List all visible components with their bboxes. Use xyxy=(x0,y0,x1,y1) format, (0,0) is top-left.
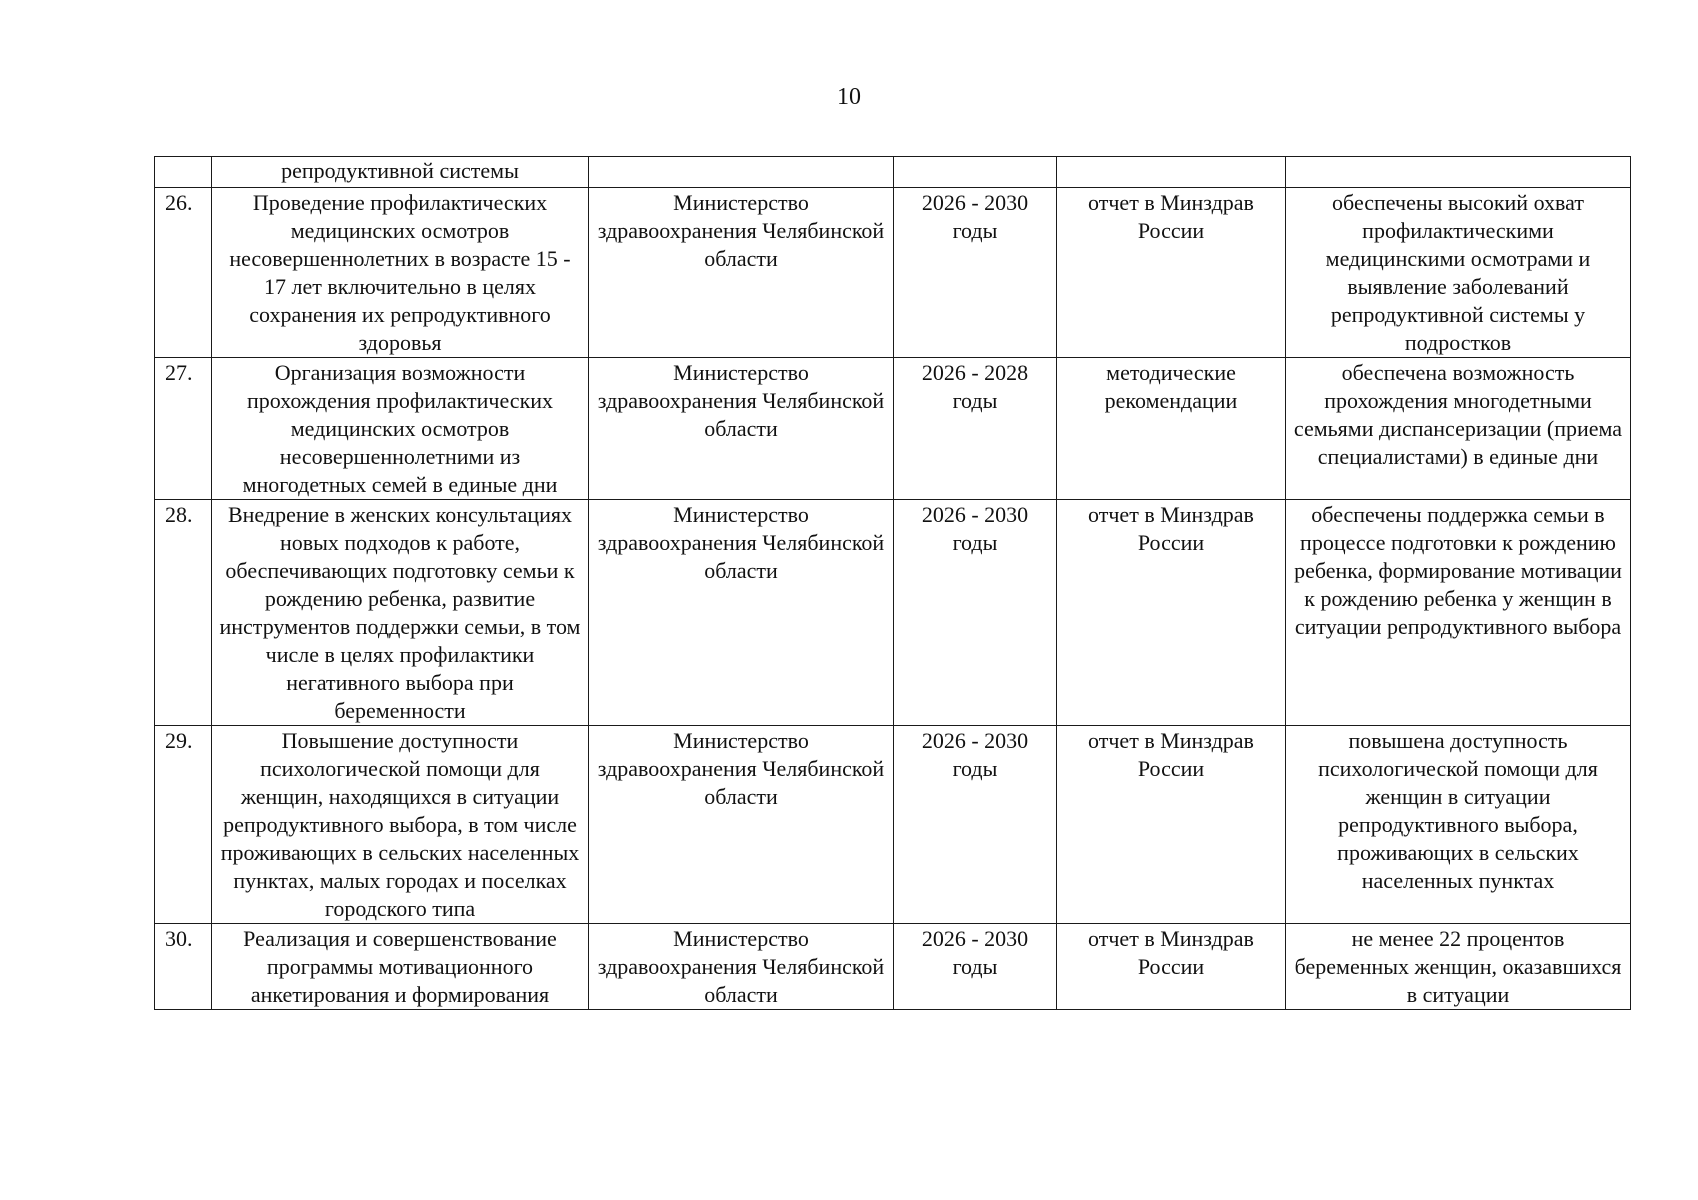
measures-table xyxy=(154,156,1631,1010)
period-cell: 2026 - 2030 годы xyxy=(894,500,1057,726)
activity-cell: Организация возможности прохождения профилактических медицинских осмотров несовершеннолетними из многодетных семей в единые дни xyxy=(212,358,589,500)
row-number: 30. xyxy=(155,924,212,1010)
completion-form-cell: отчет в Минздрав России xyxy=(1057,924,1286,1010)
row-number: 26. xyxy=(155,188,212,358)
table-row xyxy=(155,358,1631,500)
row-number: 28. xyxy=(155,500,212,726)
table-row-continuation xyxy=(155,157,1631,188)
completion-form-cell: отчет в Минздрав России xyxy=(1057,188,1286,358)
period-cell xyxy=(894,157,1057,188)
table-row xyxy=(155,188,1631,358)
page-number: 10 xyxy=(837,84,861,110)
completion-form-cell: отчет в Минздрав России xyxy=(1057,500,1286,726)
completion-form-cell: отчет в Минздрав России xyxy=(1057,726,1286,924)
result-cell: не менее 22 процентов беременных женщин, оказавшихся в ситуации xyxy=(1286,924,1631,1010)
row-number: 27. xyxy=(155,358,212,500)
period-cell: 2026 - 2030 годы xyxy=(894,726,1057,924)
activity-cell: Внедрение в женских консультациях новых подходов к работе, обеспечивающих подготовку семьи к рождению ребенка, развитие инструментов поддержки семьи, в том числе в целях профилактики негативного выбора при беременности xyxy=(212,500,589,726)
completion-form-cell xyxy=(1057,157,1286,188)
table-row xyxy=(155,924,1631,1010)
activity-cell: репродуктивной системы xyxy=(212,157,589,188)
row-number xyxy=(155,157,212,188)
result-cell: обеспечена возможность прохождения многодетными семьями диспансеризации (приема специалистами) в единые дни xyxy=(1286,358,1631,500)
result-cell: повышена доступность психологической помощи для женщин в ситуации репродуктивного выбора, проживающих в сельских населенных пунктах xyxy=(1286,726,1631,924)
table-row xyxy=(155,500,1631,726)
responsible-cell: Министерство здравоохранения Челябинской области xyxy=(589,500,894,726)
activity-cell: Проведение профилактических медицинских осмотров несовершеннолетних в возрасте 15 - 17 лет включительно в целях сохранения их репродуктивного здоровья xyxy=(212,188,589,358)
responsible-cell: Министерство здравоохранения Челябинской области xyxy=(589,188,894,358)
result-cell xyxy=(1286,157,1631,188)
result-cell: обеспечены высокий охват профилактическими медицинскими осмотрами и выявление заболеваний репродуктивной системы у подростков xyxy=(1286,188,1631,358)
period-cell: 2026 - 2028 годы xyxy=(894,358,1057,500)
completion-form-cell: методические рекомендации xyxy=(1057,358,1286,500)
activity-cell: Повышение доступности психологической помощи для женщин, находящихся в ситуации репродуктивного выбора, в том числе проживающих в сельских населенных пунктах, малых городах и поселках городского типа xyxy=(212,726,589,924)
result-cell: обеспечены поддержка семьи в процессе подготовки к рождению ребенка, формирование мотивации к рождению ребенка у женщин в ситуации репродуктивного выбора xyxy=(1286,500,1631,726)
activity-cell: Реализация и совершенствование программы мотивационного анкетирования и формирования xyxy=(212,924,589,1010)
responsible-cell: Министерство здравоохранения Челябинской области xyxy=(589,726,894,924)
responsible-cell: Министерство здравоохранения Челябинской области xyxy=(589,924,894,1010)
row-number: 29. xyxy=(155,726,212,924)
responsible-cell: Министерство здравоохранения Челябинской области xyxy=(589,358,894,500)
period-cell: 2026 - 2030 годы xyxy=(894,924,1057,1010)
responsible-cell xyxy=(589,157,894,188)
period-cell: 2026 - 2030 годы xyxy=(894,188,1057,358)
table-row xyxy=(155,726,1631,924)
